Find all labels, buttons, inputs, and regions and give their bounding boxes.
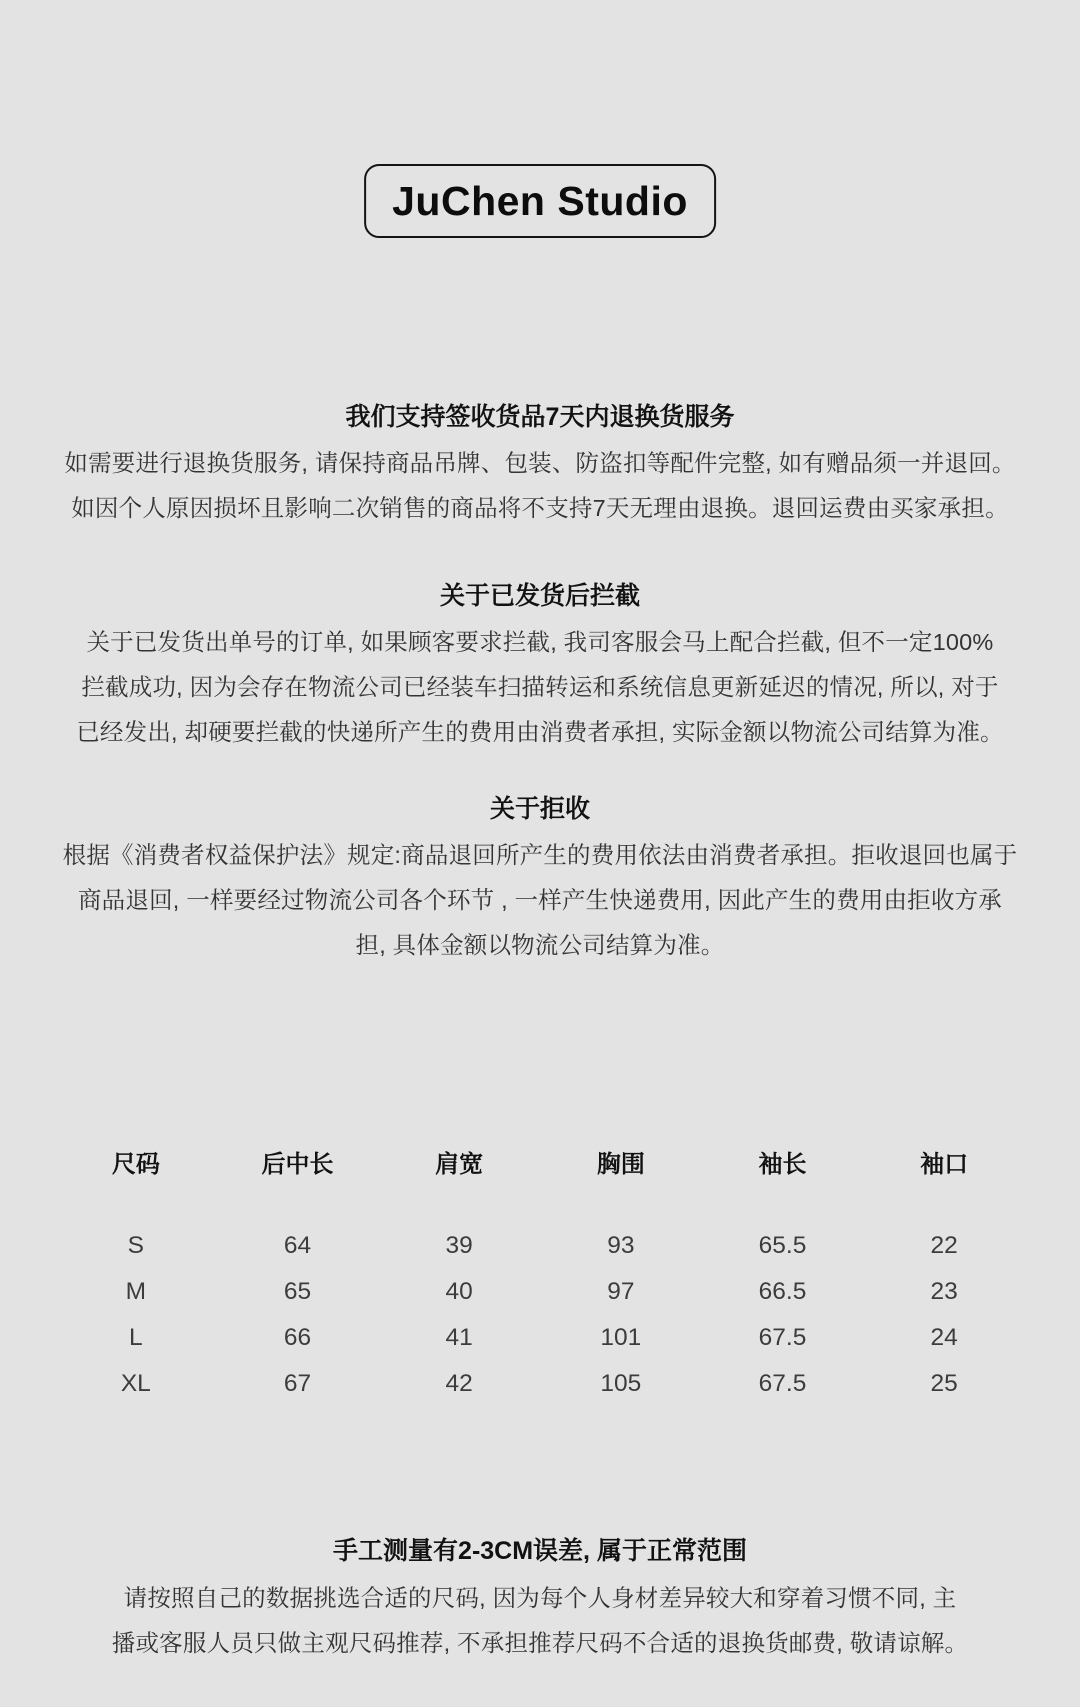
back-length-value: 65 — [283, 1278, 312, 1305]
section-body — [0, 441, 1080, 531]
policy-text-line: 如需要进行退换货服务, 请保持商品吊牌、包装、防盗扣等配件完整, 如有赠品须一并退回。 — [64, 450, 1016, 476]
section-body — [0, 833, 1080, 968]
policy-text-line: 担, 具体金额以物流公司结算为准。 — [355, 932, 725, 958]
column-header-sleeve-length: 袖长 — [758, 1151, 807, 1178]
bust-value: 101 — [600, 1324, 642, 1351]
table-row-size-s — [55, 1223, 1025, 1269]
cuff-value: 23 — [930, 1278, 958, 1305]
policy-text-line: 如因个人原因损坏且影响二次销售的商品将不支持7天无理由退换。退回运费由买家承担。 — [71, 495, 1009, 521]
shoulder-value: 39 — [445, 1232, 473, 1259]
shoulder-value: 40 — [445, 1278, 473, 1305]
bust-value: 93 — [607, 1232, 635, 1259]
measurement-note-line: 播或客服人员只做主观尺码推荐, 不承担推荐尺码不合适的退换货邮费, 敬请谅解。 — [111, 1630, 969, 1656]
sleeve-length-value: 65.5 — [758, 1232, 807, 1259]
policy-text-line: 拦截成功, 因为会存在物流公司已经装车扫描转运和系统信息更新延迟的情况, 所以, 对于 — [81, 674, 999, 700]
measurement-note-heading: 手工测量有2-3CM误差, 属于正常范围 — [333, 1537, 747, 1565]
table-row-size-l — [55, 1315, 1025, 1361]
back-length-value: 66 — [283, 1324, 312, 1351]
section-body — [0, 620, 1080, 755]
cuff-value: 22 — [930, 1232, 958, 1259]
table-row-size-m — [55, 1269, 1025, 1315]
size-label: L — [129, 1324, 143, 1351]
back-length-value: 67 — [283, 1370, 312, 1397]
policy-section-refusal — [0, 792, 1080, 968]
size-label: XL — [120, 1370, 151, 1397]
measurement-note-line: 请按照自己的数据挑选合适的尺码, 因为每个人身材差异较大和穿着习惯不同, 主 — [123, 1585, 957, 1611]
policy-text-line: 关于已发货出单号的订单, 如果顾客要求拦截, 我司客服会马上配合拦截, 但不一定100% — [86, 629, 994, 655]
column-header-bust: 胸围 — [596, 1151, 645, 1178]
section-heading: 关于已发货后拦截 — [439, 582, 640, 610]
measurement-note-section — [0, 1534, 1080, 1666]
bust-value: 105 — [600, 1370, 642, 1397]
cuff-value: 24 — [930, 1324, 958, 1351]
section-heading: 关于拒收 — [489, 795, 590, 823]
sleeve-length-value: 66.5 — [758, 1278, 807, 1305]
brand-logo-text: JuChen Studio — [392, 177, 688, 224]
shoulder-value: 41 — [445, 1324, 473, 1351]
policy-text-line: 商品退回, 一样要经过物流公司各个环节 , 一样产生快递费用, 因此产生的费用由拒收方承 — [77, 887, 1002, 913]
back-length-value: 64 — [283, 1232, 312, 1259]
column-header-cuff: 袖口 — [920, 1151, 969, 1178]
policy-section-interception — [0, 579, 1080, 755]
policy-section-return-service — [0, 400, 1080, 531]
column-header-shoulder: 肩宽 — [435, 1151, 484, 1178]
shoulder-value: 42 — [445, 1370, 473, 1397]
brand-logo-box — [364, 164, 716, 238]
sleeve-length-value: 67.5 — [758, 1370, 807, 1397]
size-table-body — [55, 1223, 1025, 1407]
table-row-size-xl — [55, 1361, 1025, 1407]
size-label: S — [127, 1232, 144, 1259]
size-chart-table — [0, 1148, 1080, 1407]
size-table-header-row — [55, 1148, 1025, 1182]
section-heading: 我们支持签收货品7天内退换货服务 — [345, 403, 735, 431]
size-label: M — [125, 1278, 147, 1305]
policy-text-line: 根据《消费者权益保护法》规定:商品退回所产生的费用依法由消费者承担。拒收退回也属于 — [62, 842, 1018, 868]
column-header-back-length: 后中长 — [261, 1151, 334, 1178]
measurement-note-body — [0, 1576, 1080, 1666]
cuff-value: 25 — [930, 1370, 958, 1397]
sleeve-length-value: 67.5 — [758, 1324, 807, 1351]
column-header-size: 尺码 — [111, 1151, 160, 1178]
policy-text-line: 已经发出, 却硬要拦截的快递所产生的费用由消费者承担, 实际金额以物流公司结算为准。 — [76, 719, 1004, 745]
bust-value: 97 — [607, 1278, 635, 1305]
